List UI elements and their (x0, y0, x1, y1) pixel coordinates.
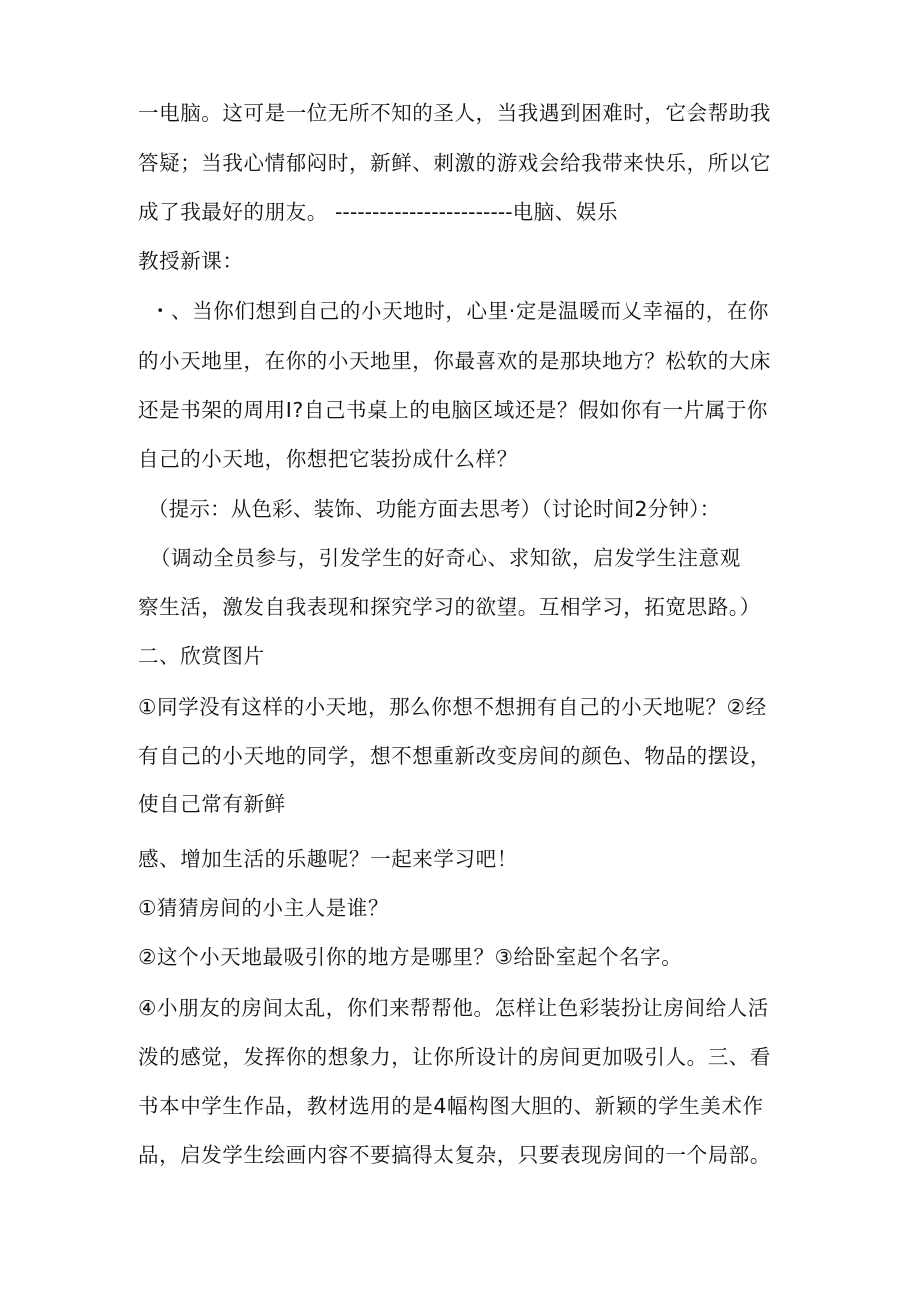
section-two-heading: 二、欣赏图片 (138, 644, 265, 668)
section-one-line-3: 还是书架的周用I?自己书桌上的电脑区域还是？假如你有一片属于你 (138, 398, 769, 422)
section-two-line-3: 使自己常有新鲜 (138, 792, 286, 816)
section-one-line-4: 自己的小天地，你想把它装扮成什么样？ (138, 447, 518, 471)
question-4-line-3: 书本中学生作品，教材选用的是4幅构图大胆的、新颖的学生美术作 (138, 1094, 764, 1118)
intro-line-3-tail: 电脑、娱乐 (512, 200, 619, 224)
intro-line-3-dashes: ------------------------ (335, 200, 513, 224)
section-two-line-1: ①同学没有这样的小天地，那么你想不想拥有自己的小天地呢？②经 (138, 695, 767, 719)
note-line-2: 察生活，激发自我表现和探究学习的欲望。互相学习，拓宽思路。） (138, 595, 761, 619)
section-one-line-1: ・、当你们想到自己的小天地时，心里·定是温暖而乂幸福的，在你 (150, 299, 770, 323)
hint-line: （提示：从色彩、装饰、功能方面去思考）（讨论时间2分钟）： (148, 497, 721, 521)
note-line-1: （调动全员参与，引发学生的好奇心、求知欲，启发学生注意观 (150, 546, 741, 570)
question-4-line-2: 泼的感觉，发挥你的想象力，让你所设计的房间更加吸引人。三、看 (138, 1045, 771, 1069)
question-4-line-1: ④小朋友的房间太乱，你们来帮帮他。怎样让色彩装扮让房间给人活 (138, 996, 769, 1020)
intro-line-1: 一电脑。这可是一位无所不知的圣人，当我遇到困难时，它会帮助我 (138, 101, 771, 125)
section-two-line-2: 有自己的小天地的同学，想不想重新改变房间的颜色、物品的摆设， (138, 744, 771, 768)
section-two-line-4: 感、增加生活的乐趣呢？一起来学习吧！ (138, 847, 518, 871)
intro-line-2: 答疑；当我心情郁闷时，新鲜、刺激的游戏会给我带来快乐，所以它 (138, 151, 771, 175)
question-2-3: ②这个小天地最吸引你的地方是哪里？③给卧室起个名字。 (138, 945, 683, 969)
section-one-line-2: 的小天地里，在你的小天地里，你最喜欢的是那块地方？松软的大床 (138, 349, 771, 373)
question-4-line-4: 品，启发学生绘画内容不要搞得太复杂，只要表现房间的一个局部。 (138, 1143, 771, 1167)
new-lesson-heading: 教授新课： (138, 249, 244, 273)
intro-line-3 (138, 197, 618, 227)
intro-line-3-text: 成了我最好的朋友。 (138, 200, 328, 224)
question-1: ①猜猜房间的小主人是谁？ (138, 896, 390, 920)
